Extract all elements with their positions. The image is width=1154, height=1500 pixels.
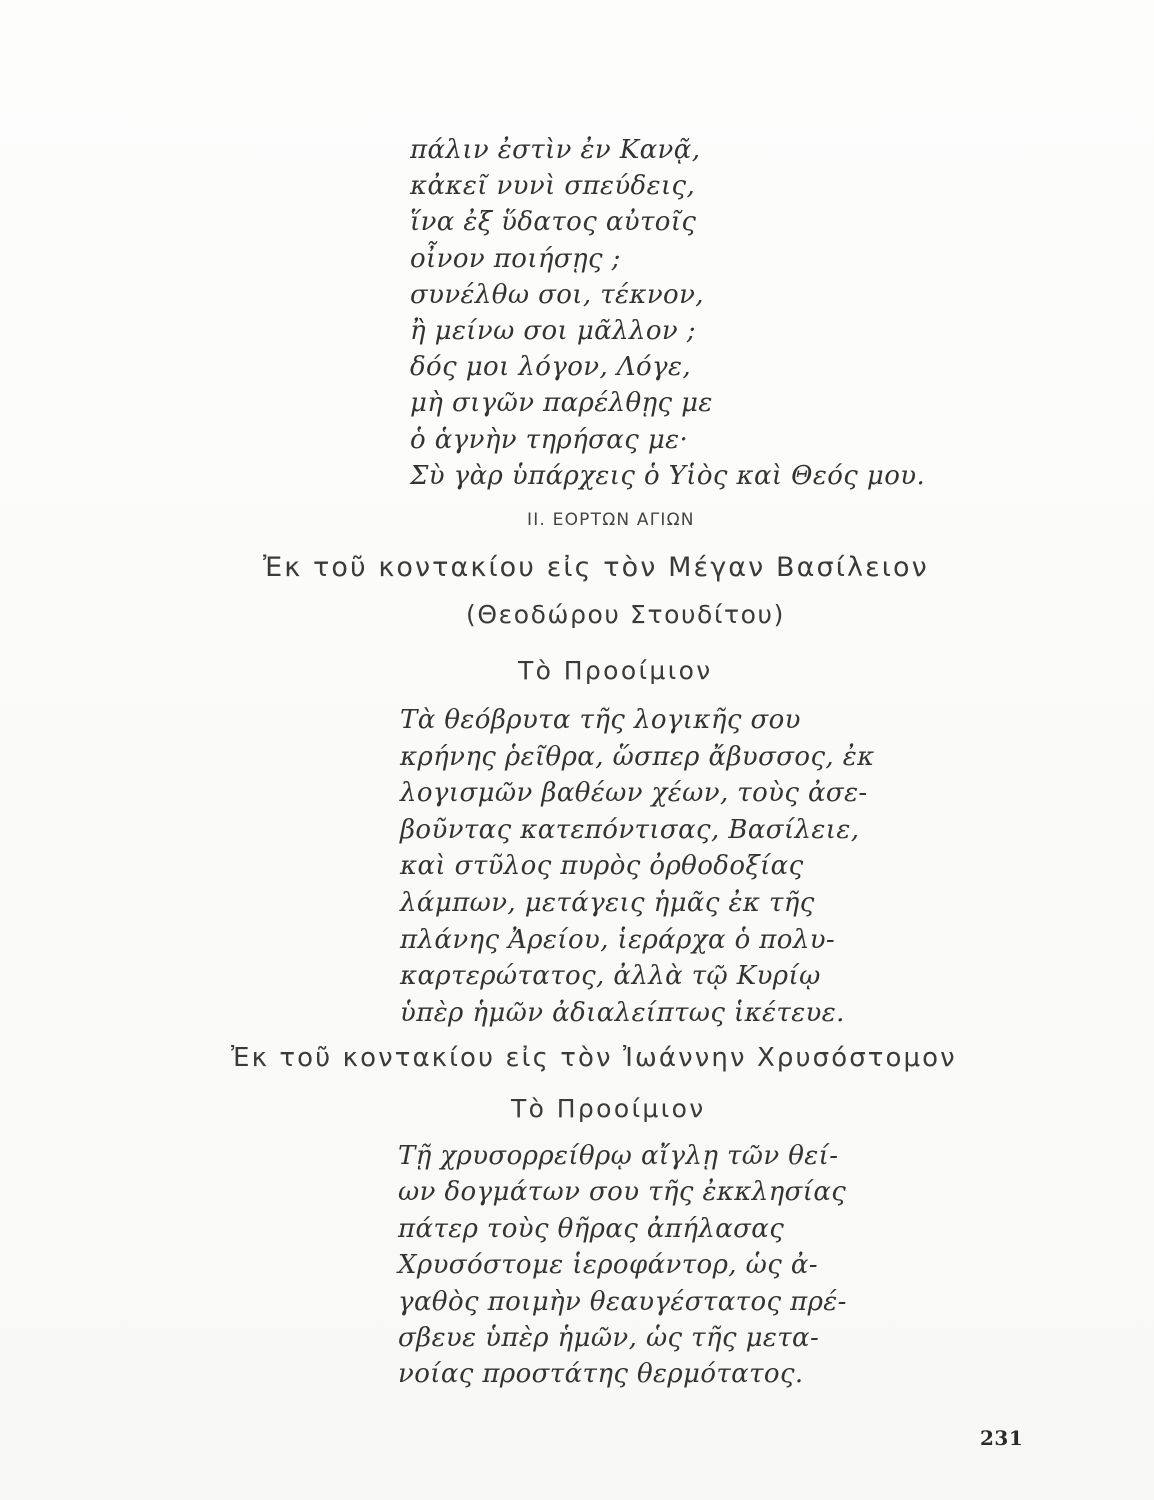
verse-line: Χρυσόστομε ἱεροφάντορ, ὡς ἀ- <box>398 1250 818 1281</box>
verse-block-2 <box>400 702 875 1031</box>
verse-line: οἶνον ποιήσῃς ; <box>410 243 621 274</box>
prooimion-heading: Τὸ Προοίμιον <box>518 656 713 685</box>
verse-line: νοίας προστάτης θερμότατος. <box>398 1359 804 1390</box>
verse-line: ἵνα ἐξ ὕδατος αὐτοῖς <box>410 207 697 238</box>
author-line: (Θεοδώρου Στουδίτου) <box>466 600 785 629</box>
verse-line: συνέλθω σοι, τέκνον, <box>410 279 704 310</box>
verse-line: καὶ στῦλος πυρὸς ὀρθοδοξίας <box>400 851 804 882</box>
verse-block-1 <box>410 132 925 494</box>
kontakion-heading-basil: Ἐκ τοῦ κοντακίου εἰς τὸν Μέγαν Βασίλειον <box>263 552 929 583</box>
verse-line: λογισμῶν βαθέων χέων, τοὺς ἀσε- <box>400 778 868 809</box>
prooimion-heading: Τὸ Προοίμιον <box>511 1094 706 1123</box>
page-number: 231 <box>980 1426 1024 1450</box>
verse-line: βοῦντας κατεπόντισας, Βασίλειε, <box>400 814 860 845</box>
verse-line: κρήνης ῥεῖθρα, ὥσπερ ἄβυσσος, ἐκ <box>400 741 875 772</box>
verse-line: Τὰ θεόβρυτα τῆς λογικῆς σου <box>400 705 801 735</box>
verse-line: λάμπων, μετάγεις ἡμᾶς ἐκ τῆς <box>400 887 815 918</box>
section-heading: II. ΕΟΡΤΩΝ ΑΓΙΩΝ <box>527 510 695 530</box>
verse-line: πάλιν ἐστὶν ἐν Κανᾷ, <box>410 135 701 165</box>
verse-line: καρτερώτατος, ἀλλὰ τῷ Κυρίῳ <box>400 961 821 992</box>
verse-line: ἢ μείνω σοι μᾶλλον ; <box>410 316 696 347</box>
verse-line: ὑπὲρ ἡμῶν ἀδιαλείπτως ἱκέτευε. <box>400 997 845 1028</box>
verse-line: Σὺ γὰρ ὑπάρχεις ὁ Υἱὸς καὶ Θεός μου. <box>410 460 926 491</box>
verse-line: πλάνης Ἀρείου, ἱεράρχα ὁ πολυ- <box>400 924 836 955</box>
verse-line: γαθὸς ποιμὴν θεαυγέστατος πρέ- <box>398 1286 847 1317</box>
verse-line: κἀκεῖ νυνὶ σπεύδεις, <box>410 171 696 202</box>
verse-line: μὴ σιγῶν παρέλθῃς με <box>410 388 713 419</box>
verse-line: ὁ ἁγνὴν τηρήσας με· <box>410 424 689 455</box>
kontakion-heading-chrysostom: Ἐκ τοῦ κοντακίου εἰς τὸν Ἰωάννην Χρυσόστομον <box>231 1043 957 1073</box>
verse-line: Τῇ χρυσορρείθρῳ αἴγλῃ τῶν θεί- <box>398 1141 839 1171</box>
verse-line: πάτερ τοὺς θῆρας ἀπήλασας <box>398 1213 785 1244</box>
verse-line: ων δογμάτων σου τῆς ἐκκλησίας <box>398 1177 847 1208</box>
verse-block-3 <box>398 1138 847 1393</box>
verse-line: σβευε ὑπὲρ ἡμῶν, ὡς τῆς μετα- <box>398 1323 820 1354</box>
verse-line: δός μοι λόγον, Λόγε, <box>410 352 691 383</box>
